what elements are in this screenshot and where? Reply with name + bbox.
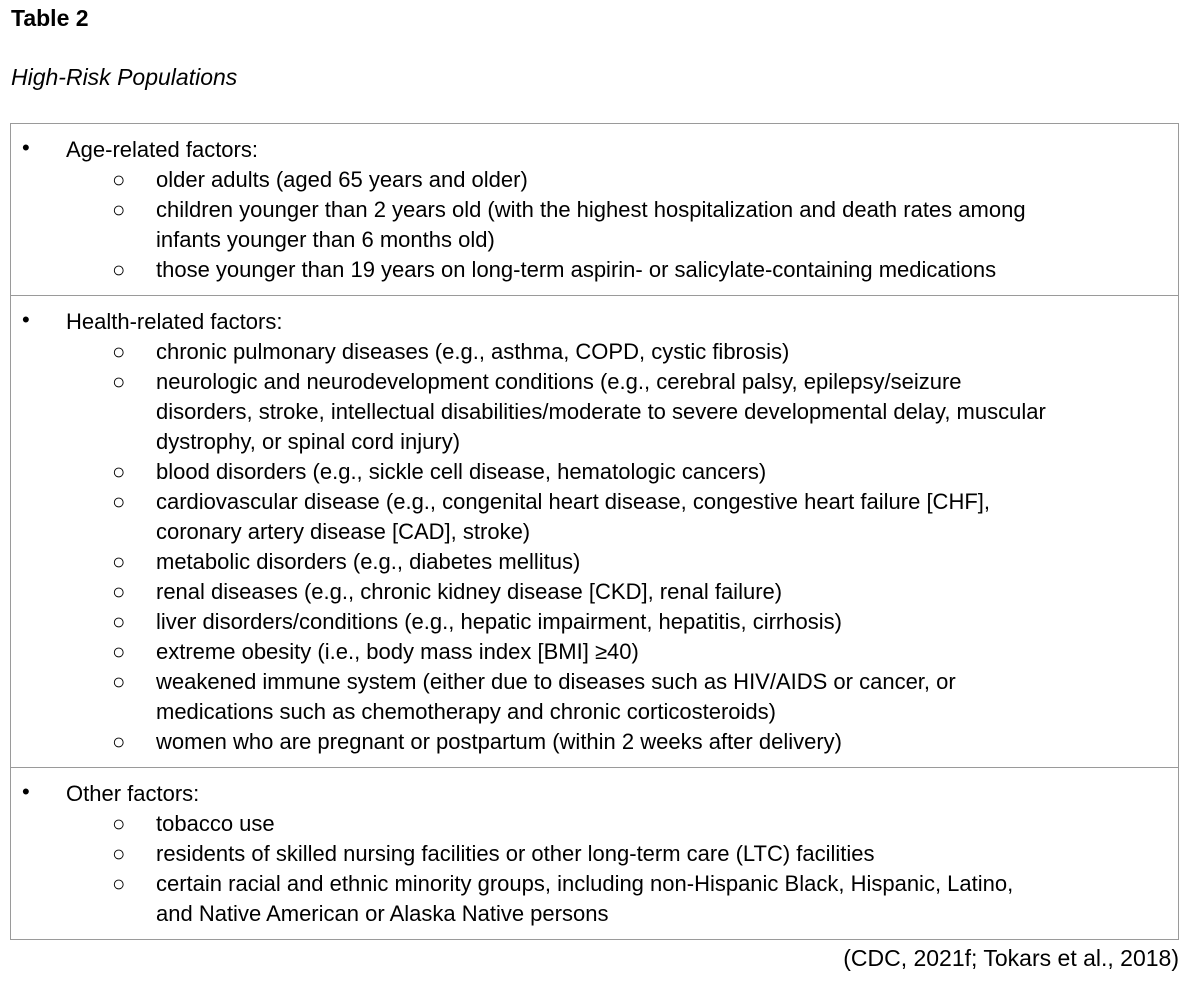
- circle-bullet-icon: ○: [112, 579, 126, 604]
- list-item-text: metabolic disorders (e.g., diabetes mellitus): [156, 549, 581, 574]
- list-item: [11, 367, 1178, 457]
- list-item-text: certain racial and ethnic minority groups, including non-Hispanic Black, Hispanic, Latino,: [156, 871, 1014, 896]
- circle-bullet-icon: ○: [112, 489, 126, 514]
- list-item-text: disorders, stroke, intellectual disabilities/moderate to severe developmental delay, muscular: [156, 399, 1046, 424]
- list-item-text: dystrophy, or spinal cord injury): [156, 429, 461, 454]
- section-heading-row: [11, 307, 1178, 337]
- circle-bullet-icon: ○: [112, 669, 126, 694]
- table-section-other: [11, 767, 1178, 939]
- list-item-text: chronic pulmonary diseases (e.g., asthma, COPD, cystic fibrosis): [156, 339, 790, 364]
- list-item: [11, 547, 1178, 577]
- list-item-text: medications such as chemotherapy and chronic corticosteroids): [156, 699, 776, 724]
- circle-bullet-icon: ○: [112, 609, 126, 634]
- list-item: [11, 577, 1178, 607]
- list-item-text: extreme obesity (i.e., body mass index [BMI] ≥40): [156, 639, 639, 664]
- list-item: [11, 165, 1178, 195]
- section-heading: Health-related factors:: [66, 309, 283, 334]
- list-item-text: those younger than 19 years on long-term aspirin- or salicylate-containing medications: [156, 257, 997, 282]
- list-item: [11, 195, 1178, 255]
- bullet-icon: •: [22, 307, 30, 332]
- circle-bullet-icon: ○: [112, 729, 126, 754]
- section-heading-row: [11, 135, 1178, 165]
- list-item: [11, 337, 1178, 367]
- circle-bullet-icon: ○: [112, 197, 126, 222]
- list-item: [11, 637, 1178, 667]
- list-item-text: neurologic and neurodevelopment conditions (e.g., cerebral palsy, epilepsy/seizure: [156, 369, 962, 394]
- list-item-text: weakened immune system (either due to diseases such as HIV/AIDS or cancer, or: [156, 669, 956, 694]
- circle-bullet-icon: ○: [112, 639, 126, 664]
- list-item: [11, 255, 1178, 285]
- list-item: [11, 457, 1178, 487]
- list-item-text: older adults (aged 65 years and older): [156, 167, 528, 192]
- list-item: [11, 487, 1178, 547]
- circle-bullet-icon: ○: [112, 549, 126, 574]
- list-item: [11, 839, 1178, 869]
- list-item-text: coronary artery disease [CAD], stroke): [156, 519, 531, 544]
- list-item: [11, 809, 1178, 839]
- circle-bullet-icon: ○: [112, 369, 126, 394]
- circle-bullet-icon: ○: [112, 871, 126, 896]
- circle-bullet-icon: ○: [112, 339, 126, 364]
- list-item-text: women who are pregnant or postpartum (within 2 weeks after delivery): [156, 729, 842, 754]
- bullet-icon: •: [22, 135, 30, 160]
- section-heading: Other factors:: [66, 781, 200, 806]
- risk-table: [10, 123, 1179, 940]
- bullet-icon: •: [22, 779, 30, 804]
- table-section-health: [11, 295, 1178, 767]
- citation: (CDC, 2021f; Tokars et al., 2018): [843, 945, 1179, 971]
- list-item-text: renal diseases (e.g., chronic kidney disease [CKD], renal failure): [156, 579, 783, 604]
- list-item-text: cardiovascular disease (e.g., congenital heart disease, congestive heart failure [CHF],: [156, 489, 990, 514]
- list-item-text: tobacco use: [156, 811, 275, 836]
- list-item: [11, 667, 1178, 727]
- table-label: Table 2: [11, 5, 89, 31]
- list-item-text: residents of skilled nursing facilities or other long-term care (LTC) facilities: [156, 841, 875, 866]
- table-section-age: [11, 124, 1178, 295]
- section-heading-row: [11, 779, 1178, 809]
- section-heading: Age-related factors:: [66, 137, 258, 162]
- table-title: High-Risk Populations: [11, 64, 238, 90]
- list-item: [11, 869, 1178, 929]
- list-item-text: children younger than 2 years old (with the highest hospitalization and death rates among: [156, 197, 1026, 222]
- list-item-text: and Native American or Alaska Native persons: [156, 901, 609, 926]
- list-item-text: blood disorders (e.g., sickle cell disease, hematologic cancers): [156, 459, 767, 484]
- circle-bullet-icon: ○: [112, 459, 126, 484]
- circle-bullet-icon: ○: [112, 167, 126, 192]
- list-item: [11, 607, 1178, 637]
- list-item-text: liver disorders/conditions (e.g., hepatic impairment, hepatitis, cirrhosis): [156, 609, 842, 634]
- list-item: [11, 727, 1178, 757]
- circle-bullet-icon: ○: [112, 811, 126, 836]
- circle-bullet-icon: ○: [112, 841, 126, 866]
- list-item-text: infants younger than 6 months old): [156, 227, 495, 252]
- circle-bullet-icon: ○: [112, 257, 126, 282]
